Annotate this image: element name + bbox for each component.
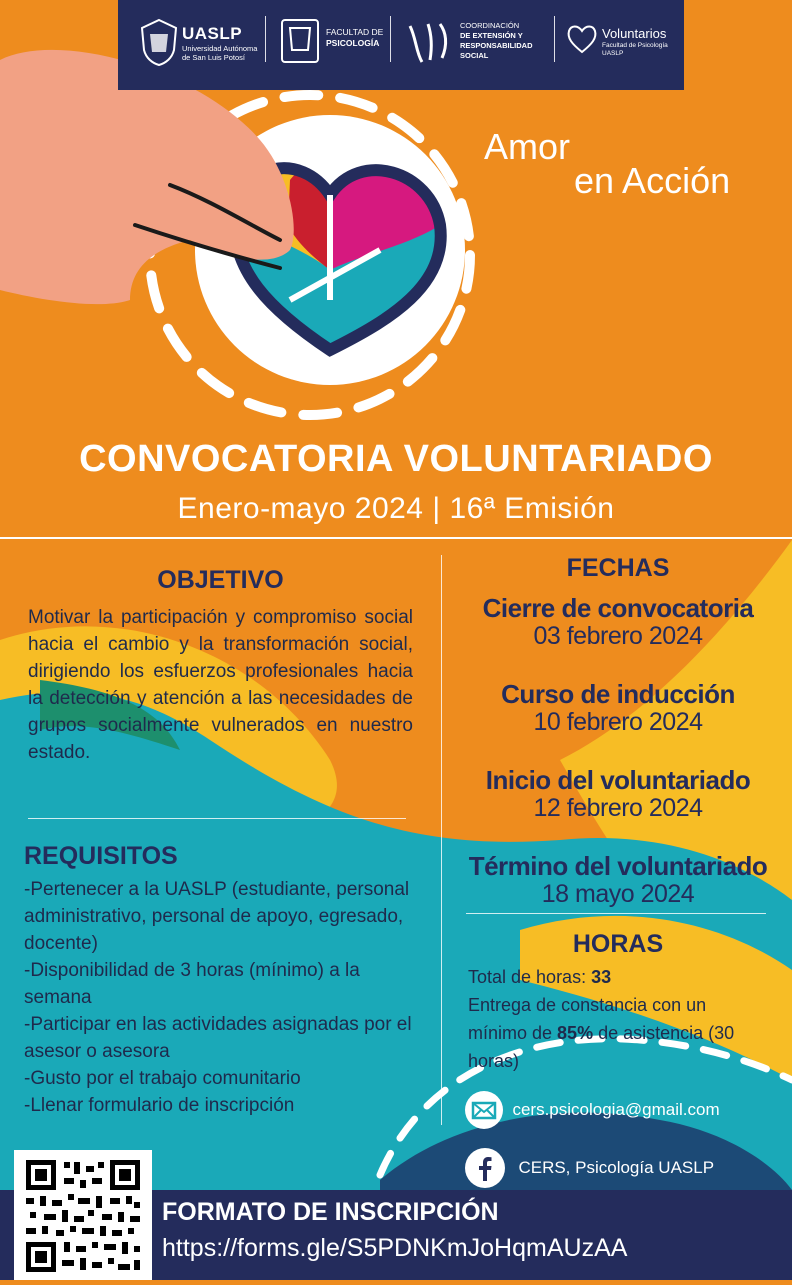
uaslp-logo-text: UASLP <box>182 24 243 43</box>
email-contact[interactable] <box>464 1090 720 1130</box>
tagline-line-1: Amor <box>484 126 571 167</box>
fecha-date: 03 febrero 2024 <box>533 622 703 650</box>
horas-total-value: 33 <box>591 967 612 987</box>
registration-link[interactable]: https://forms.gle/S5PDNKmJoHqmAUzAA <box>162 1234 628 1262</box>
requisito-item: -Gusto por el trabajo comunitario <box>24 1068 301 1089</box>
requisitos-heading: REQUISITOS <box>24 842 178 870</box>
fecha-label: Inicio del voluntariado <box>485 765 751 795</box>
fecha-item <box>458 766 778 852</box>
column-divider <box>441 555 442 1125</box>
voluntarios-label: Voluntarios <box>602 26 667 41</box>
section-divider <box>466 913 766 914</box>
cers-logo <box>406 18 452 66</box>
fecha-label: Curso de inducción <box>501 679 735 709</box>
extension-label: DE EXTENSIÓN Y <box>460 31 523 40</box>
facultad-label-1: FACULTAD DE <box>326 27 384 37</box>
facebook-icon <box>464 1147 506 1189</box>
header-divider <box>554 16 555 62</box>
requisito-item: -Llenar formulario de inscripción <box>24 1095 295 1116</box>
fecha-date: 10 febrero 2024 <box>533 708 703 736</box>
email-icon <box>464 1090 504 1130</box>
horas-total-label: Total de horas: <box>468 967 592 987</box>
responsabilidad-label: RESPONSABILIDAD <box>460 41 533 50</box>
amor-en-accion-tagline <box>484 126 774 201</box>
objetivo-text: Motivar la participación y compromiso social hacia el cambio y la transformación social, dirigiendo los esfuerzos profesionales hacia la detección y atención a las necesidades de grupos socialmente vulnerados en nuestro estado. <box>28 607 413 763</box>
voluntarios-sub-2: UASLP <box>602 50 624 57</box>
fechas-list <box>458 594 778 922</box>
requisitos-list <box>24 876 424 1119</box>
horas-heading: HORAS <box>572 930 664 958</box>
uaslp-shield-logo <box>138 18 180 66</box>
registration-qr-code[interactable] <box>14 1150 152 1280</box>
fechas-heading: FECHAS <box>566 554 670 582</box>
header-bar <box>118 0 684 90</box>
voluntarios-sub-1: Facultad de Psicología <box>602 42 668 49</box>
fecha-item <box>458 594 778 680</box>
objetivo-heading: OBJETIVO <box>157 566 284 594</box>
voluntarios-heart-logo <box>564 20 600 56</box>
facebook-page-name: CERS, Psicología UASLP <box>518 1158 715 1177</box>
coordinacion-label: COORDINACIÓN <box>460 21 520 30</box>
header-divider <box>265 16 266 62</box>
fecha-item <box>458 680 778 766</box>
fecha-date: 12 febrero 2024 <box>533 794 703 822</box>
page-title: CONVOCATORIA VOLUNTARIADO <box>79 438 713 480</box>
constancia-percent: 85% <box>557 1023 594 1043</box>
fecha-item <box>458 852 778 922</box>
horas-constancia <box>468 991 768 1075</box>
title-divider <box>0 537 792 539</box>
constancia-text-end: de asistencia (30 horas) <box>468 1023 735 1071</box>
psicologia-crest-logo <box>280 18 320 64</box>
facebook-contact[interactable] <box>464 1147 714 1189</box>
horas-total <box>468 963 768 991</box>
requisito-item: -Participar en las actividades asignadas por el asesor o asesora <box>24 1014 412 1062</box>
constancia-text: Entrega de constancia con un mínimo de <box>468 995 707 1043</box>
email-address: cers.psicologia@gmail.com <box>512 1100 720 1119</box>
requisito-item: -Disponibilidad de 3 horas (mínimo) a la semana <box>24 960 360 1008</box>
page-subtitle: Enero-mayo 2024 | 16ª Emisión <box>177 492 615 525</box>
qr-code-image <box>14 1150 152 1280</box>
social-label: SOCIAL <box>460 51 489 60</box>
fecha-label: Término del voluntariado <box>468 851 768 881</box>
uaslp-subtitle-2: de San Luis Potosí <box>182 53 245 62</box>
facultad-label-2: PSICOLOGÍA <box>326 38 380 48</box>
fecha-label: Cierre de convocatoria <box>482 593 754 623</box>
section-divider <box>28 818 406 819</box>
fecha-date: 18 mayo 2024 <box>541 880 695 908</box>
tagline-line-2: en Acción <box>574 160 731 201</box>
footer-heading: FORMATO DE INSCRIPCIÓN <box>162 1198 499 1226</box>
uaslp-subtitle-1: Universidad Autónoma <box>182 44 258 53</box>
requisito-item: -Pertenecer a la UASLP (estudiante, personal administrativo, personal de apoyo, egresado, docente) <box>24 879 410 954</box>
header-divider <box>390 16 391 62</box>
horas-text <box>468 963 768 1075</box>
